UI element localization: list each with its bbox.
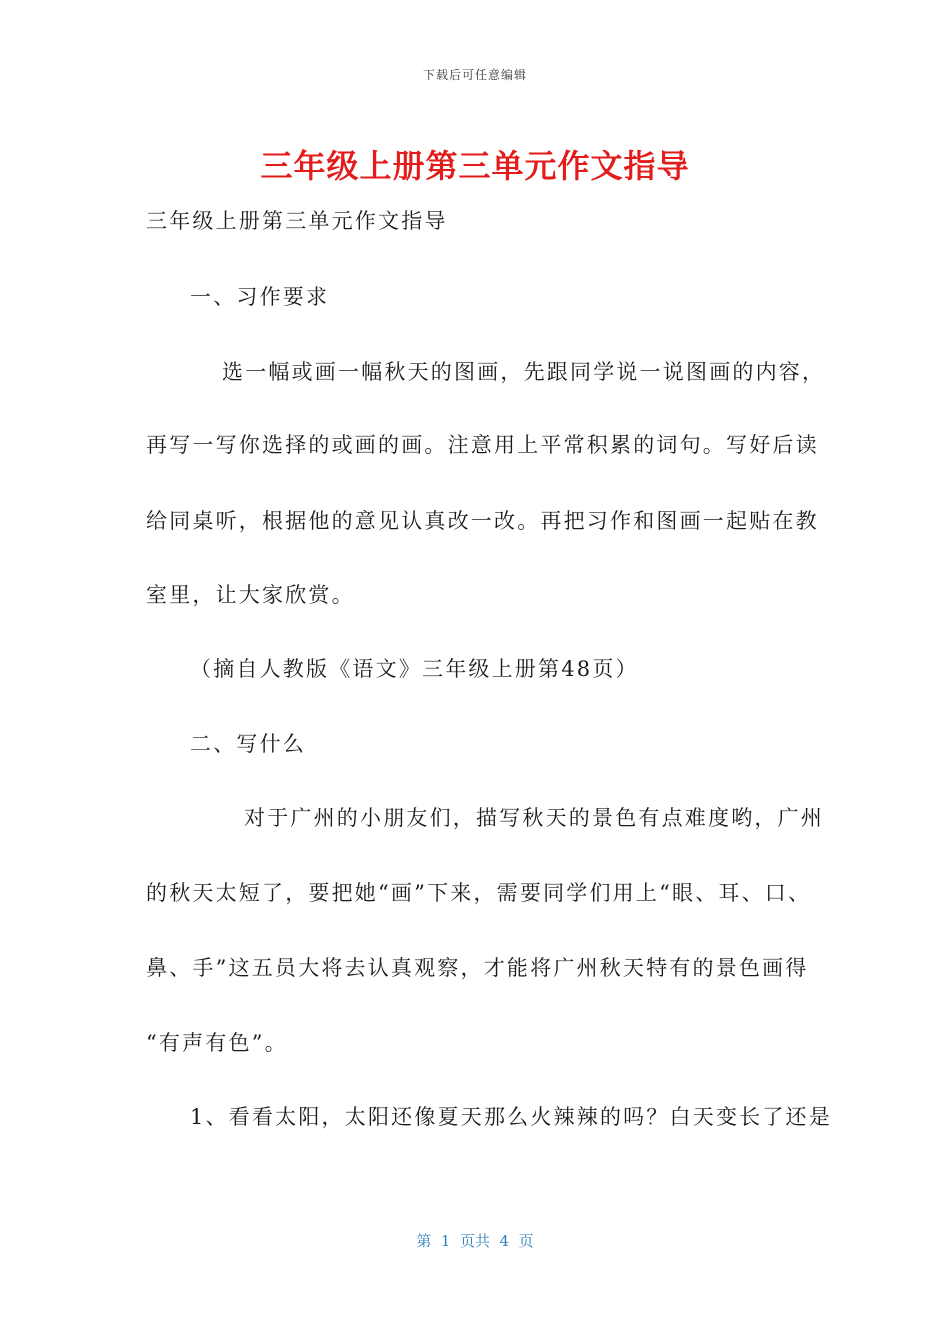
paragraph-line: 选一幅或画一幅秋天的图画，先跟同学说一说图画的内容， (222, 360, 826, 384)
subtitle-line: 三年级上册第三单元作文指导 (146, 209, 448, 233)
paragraph-line: 1、看看太阳，太阳还像夏天那么火辣辣的吗？白天变长了还是 (190, 1105, 832, 1129)
paragraph-line: 室里，让大家欣赏。 (146, 583, 355, 607)
paragraph-line: 对于广州的小朋友们，描写秋天的景色有点难度哟，广州 (244, 806, 824, 830)
paragraph-line: 再写一写你选择的或画的画。注意用上平常积累的词句。写好后读 (146, 433, 819, 457)
document-title: 三年级上册第三单元作文指导 (260, 147, 690, 185)
paragraph-line: 鼻、手”这五员大将去认真观察，才能将广州秋天特有的景色画得 (146, 956, 809, 980)
page-number-footer: 第 1 页共 4 页 (416, 1232, 534, 1250)
paragraph-line: 给同桌听，根据他的意见认真改一改。再把习作和图画一起贴在教 (146, 509, 819, 533)
section-heading-requirements: 一、习作要求 (190, 285, 330, 309)
section-heading-what-to-write: 二、写什么 (190, 732, 306, 756)
header-note: 下载后可任意编辑 (422, 68, 527, 82)
citation-line: （摘自人教版《语文》三年级上册第48页） (190, 657, 639, 681)
paragraph-line: “有声有色”。 (146, 1031, 288, 1055)
paragraph-line: 的秋天太短了，要把她“画”下来，需要同学们用上“眼、耳、口、 (146, 881, 812, 905)
